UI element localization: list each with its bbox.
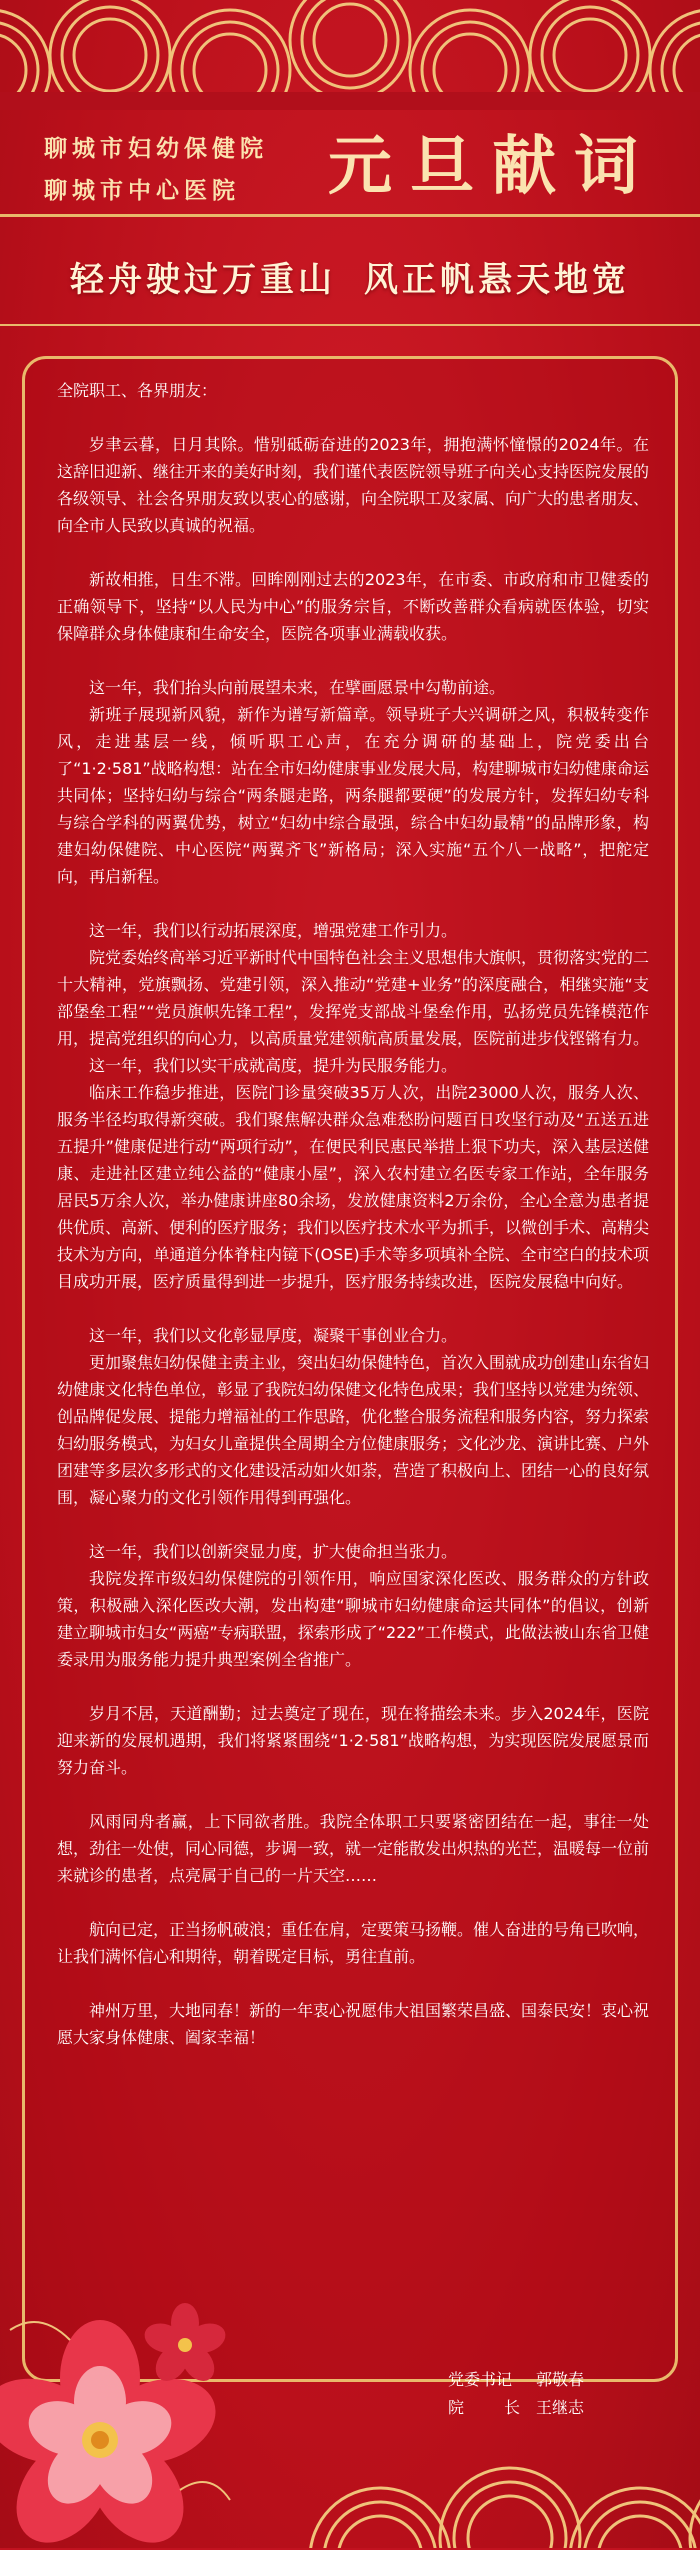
paragraph-10: 航向已定，正当扬帆破浪；重任在肩，定要策马扬鞭。催人奋进的号角已吹响，让我们满怀信心和期待，朝着既定目标，勇往直前。 <box>57 1920 650 1966</box>
signature-role-2-a: 院 <box>448 2398 465 2417</box>
paragraph-3: 新班子展现新风貌，新作为谱写新篇章。领导班子大兴调研之风，积极转变作风，走进基层一线，倾听职工心声，在充分调研的基础上，院党委出台了“1·2·581”战略构想：站在全市妇幼健康事业发展大局，构建聊城市妇幼健康命运共同体；坚持妇幼与综合“两条腿走路，两条腿都要硬”的发展方针，发挥妇幼专科与综合学科的两翼优势，树立“妇幼中综合最强，综合中妇幼最精”的品牌形象，构建妇幼保健院、中心医院“两翼齐飞”新格局；深入实施“五个八一战略”，把舵定向，再启新程。 <box>57 705 649 886</box>
divider-top <box>0 214 700 217</box>
page-title: 元旦献词 <box>328 129 656 204</box>
letter-card <box>22 356 678 2382</box>
hospital-name-2: 聊城市中心医院 <box>44 177 240 204</box>
paragraph-6: 更加聚焦妇幼保健主责主业，突出妇幼保健特色，首次入围就成功创建山东省妇幼健康文化特色单位，彰显了我院妇幼保健文化特色成果；我们坚持以党建为统领、创品牌促发展、提能力增福祉的工作思路，优化整合服务流程和服务内容，努力探索妇幼服务模式，为妇女儿童提供全周期全方位健康服务；文化沙龙、演讲比赛、户外团建等多层次多形式的文化建设活动如火如荼，营造了积极向上、团结一心的良好氛围，凝心聚力的文化引领作用得到再强化。 <box>57 1353 650 1507</box>
divider-bottom <box>0 324 700 326</box>
signature-name-2: 王继志 <box>536 2398 585 2417</box>
section-heading-6: 这一年，我们以文化彰显厚度，凝聚干事创业合力。 <box>89 1326 458 1345</box>
flower-decoration <box>0 2250 240 2550</box>
signature-role-2-b: 长 <box>503 2398 520 2417</box>
paragraph-7: 我院发挥市级妇幼保健院的引领作用，响应国家深化医改、服务群众的方针政策，积极融入深化医改大潮，发出构建“聊城市妇幼健康命运共同体”的倡议，创新建立聊城市妇女“两癌”专病联盟，探索形成了“222”工作模式，此做法被山东省卫健委录用为服务能力提升典型案例全省推广。 <box>57 1569 649 1669</box>
slogan <box>0 252 700 308</box>
greeting: 全院职工、各界朋友： <box>57 381 218 400</box>
section-heading-3: 这一年，我们抬头向前展望未来，在擘画愿景中勾勒前途。 <box>89 678 506 697</box>
slogan-part-2: 风正帆悬天地宽 <box>364 260 630 300</box>
letter-body <box>57 377 649 2078</box>
slogan-part-1: 轻舟驶过万重山 <box>70 260 336 300</box>
paragraph-11: 神州万里，大地同春！新的一年衷心祝愿伟大祖国繁荣昌盛、国泰民安！衷心祝愿大家身体健康、阖家幸福！ <box>57 2001 650 2047</box>
paragraph-4: 院党委始终高举习近平新时代中国特色社会主义思想伟大旗帜，贯彻落实党的二十大精神，党旗飘扬、党建引领，深入推动“党建+业务”的深度融合，相继实施“支部堡垒工程”“党员旗帜先锋工程”，发挥党支部战斗堡垒作用，弘扬党员先锋模范作用，提高党组织的向心力，以高质量党建领航高质量发展，医院前进步伐铿锵有力。 <box>57 948 650 1048</box>
hospital-name-1: 聊城市妇幼保健院 <box>44 135 268 162</box>
section-heading-5: 这一年，我们以实干成就高度，提升为民服务能力。 <box>89 1056 458 1075</box>
paragraph-2: 新故相推，日生不滞。回眸刚刚过去的2023年，在市委、市政府和市卫健委的正确领导下，坚持“以人民为中心”的服务宗旨，不断改善群众看病就医体验，切实保障群众身体健康和生命安全，医院各项事业满载收获。 <box>57 570 649 643</box>
paragraph-1: 岁聿云暮，日月其除。惜别砥砺奋进的2023年，拥抱满怀憧憬的2024年。在这辞旧迎新、继往开来的美好时刻，我们谨代表医院领导班子向关心支持医院发展的各级领导、社会各界朋友致以衷心的感谢，向全院职工及家属、向广大的患者朋友、向全市人民致以真诚的祝福。 <box>57 435 650 535</box>
section-heading-4: 这一年，我们以行动拓展深度，增强党建工作引力。 <box>89 921 458 940</box>
paragraph-9: 风雨同舟者赢，上下同欲者胜。我院全体职工只要紧密团结在一起，事往一处想，劲往一处使，同心同德，步调一致，就一定能散发出炽热的光芒，温暖每一位前来就诊的患者，点亮属于自己的一片天空…… <box>57 1812 650 1885</box>
top-wave-decoration <box>0 0 700 110</box>
paragraph-5: 临床工作稳步推进，医院门诊量突破35万人次，出院23000人次，服务人次、服务半径均取得新突破。我们聚焦解决群众急难愁盼问题百日攻坚行动及“五送五进五提升”健康促进行动“两项行动”，在便民利民惠民举措上狠下功夫，深入基层送健康、走进社区建立纯公益的“健康小屋”，深入农村建立名医专家工作站，全年服务居民5万余人次，举办健康讲座80余场，发放健康资料2万余份，全心全意为患者提供优质、高新、便利的医疗服务；我们以医疗技术水平为抓手，以微创手术、高精尖技术为方向，单通道分体脊柱内镜下(OSE)手术等多项填补全院、全市空白的技术项目成功开展，医疗质量得到进一步提升，医疗服务持续改进，医院发展稳中向好。 <box>57 1083 650 1291</box>
section-heading-7: 这一年，我们以创新突显力度，扩大使命担当张力。 <box>89 1542 458 1561</box>
hospital-names <box>44 128 294 212</box>
signature-role-1: 党委书记 <box>448 2370 513 2389</box>
paragraph-8: 岁月不居，天道酬勤；过去奠定了现在，现在将描绘未来。步入2024年，医院迎来新的发展机遇期，我们将紧紧围绕“1·2·581”战略构想，为实现医院发展愿景而努力奋斗。 <box>57 1704 649 1777</box>
signature-name-1: 郭敬春 <box>536 2370 585 2389</box>
